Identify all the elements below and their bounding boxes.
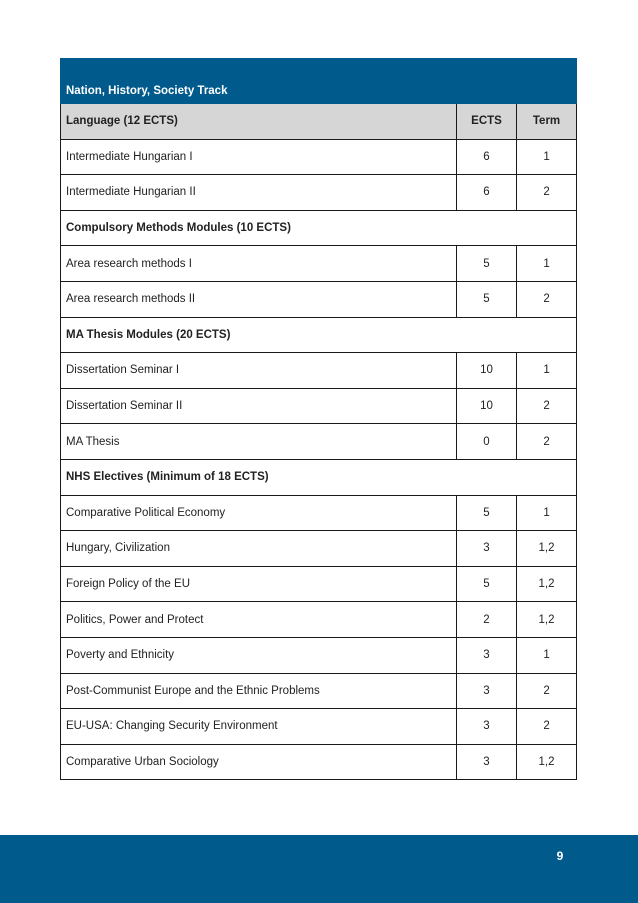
course-term: 1 (517, 637, 577, 673)
course-name: MA Thesis (61, 424, 457, 460)
section-row (61, 459, 577, 495)
course-name: Comparative Urban Sociology (61, 744, 457, 780)
section-row (61, 210, 577, 246)
course-term: 1 (517, 353, 577, 389)
course-name: EU-USA: Changing Security Environment (61, 709, 457, 745)
course-ects: 5 (457, 281, 517, 317)
course-ects: 5 (457, 566, 517, 602)
table-row (61, 388, 577, 424)
course-name: Poverty and Ethnicity (61, 637, 457, 673)
course-name: Intermediate Hungarian I (61, 139, 457, 175)
course-name: Area research methods II (61, 281, 457, 317)
course-name: Dissertation Seminar I (61, 353, 457, 389)
header-term: Term (517, 104, 577, 140)
section-electives: NHS Electives (Minimum of 18 ECTS) (61, 459, 577, 495)
course-name: Foreign Policy of the EU (61, 566, 457, 602)
course-term: 1,2 (517, 602, 577, 638)
course-term: 2 (517, 709, 577, 745)
course-ects: 3 (457, 744, 517, 780)
course-term: 2 (517, 673, 577, 709)
table-row (61, 673, 577, 709)
course-ects: 3 (457, 637, 517, 673)
course-ects: 0 (457, 424, 517, 460)
page-number: 9 (556, 849, 564, 863)
footer-band (0, 835, 638, 903)
course-name: Post-Communist Europe and the Ethnic Problems (61, 673, 457, 709)
course-name: Comparative Political Economy (61, 495, 457, 531)
header-ects: ECTS (457, 104, 517, 140)
course-term: 2 (517, 281, 577, 317)
table-row (61, 531, 577, 567)
course-ects: 10 (457, 388, 517, 424)
course-ects: 5 (457, 246, 517, 282)
table-row (61, 424, 577, 460)
section-thesis: MA Thesis Modules (20 ECTS) (61, 317, 577, 353)
table-row (61, 709, 577, 745)
course-name: Area research methods I (61, 246, 457, 282)
course-ects: 5 (457, 495, 517, 531)
table-row (61, 175, 577, 211)
course-name: Dissertation Seminar II (61, 388, 457, 424)
course-term: 1 (517, 139, 577, 175)
table-header-row (61, 104, 577, 140)
section-methods: Compulsory Methods Modules (10 ECTS) (61, 210, 577, 246)
curriculum-table (60, 58, 577, 780)
table-title-row (61, 59, 577, 104)
course-term: 2 (517, 424, 577, 460)
course-term: 2 (517, 175, 577, 211)
course-ects: 6 (457, 139, 517, 175)
course-term: 2 (517, 388, 577, 424)
course-name: Intermediate Hungarian II (61, 175, 457, 211)
course-term: 1 (517, 495, 577, 531)
table-row (61, 246, 577, 282)
section-row (61, 317, 577, 353)
course-ects: 3 (457, 673, 517, 709)
course-ects: 2 (457, 602, 517, 638)
course-ects: 3 (457, 531, 517, 567)
course-term: 1,2 (517, 744, 577, 780)
table-row (61, 353, 577, 389)
table-title: Nation, History, Society Track (61, 59, 577, 104)
course-name: Hungary, Civilization (61, 531, 457, 567)
table-row (61, 139, 577, 175)
course-term: 1,2 (517, 531, 577, 567)
table-row (61, 566, 577, 602)
course-term: 1 (517, 246, 577, 282)
course-name: Politics, Power and Protect (61, 602, 457, 638)
table-row (61, 744, 577, 780)
table-row (61, 637, 577, 673)
table-row (61, 495, 577, 531)
header-language: Language (12 ECTS) (61, 104, 457, 140)
course-ects: 3 (457, 709, 517, 745)
table-row (61, 281, 577, 317)
course-ects: 6 (457, 175, 517, 211)
course-ects: 10 (457, 353, 517, 389)
course-term: 1,2 (517, 566, 577, 602)
table-row (61, 602, 577, 638)
